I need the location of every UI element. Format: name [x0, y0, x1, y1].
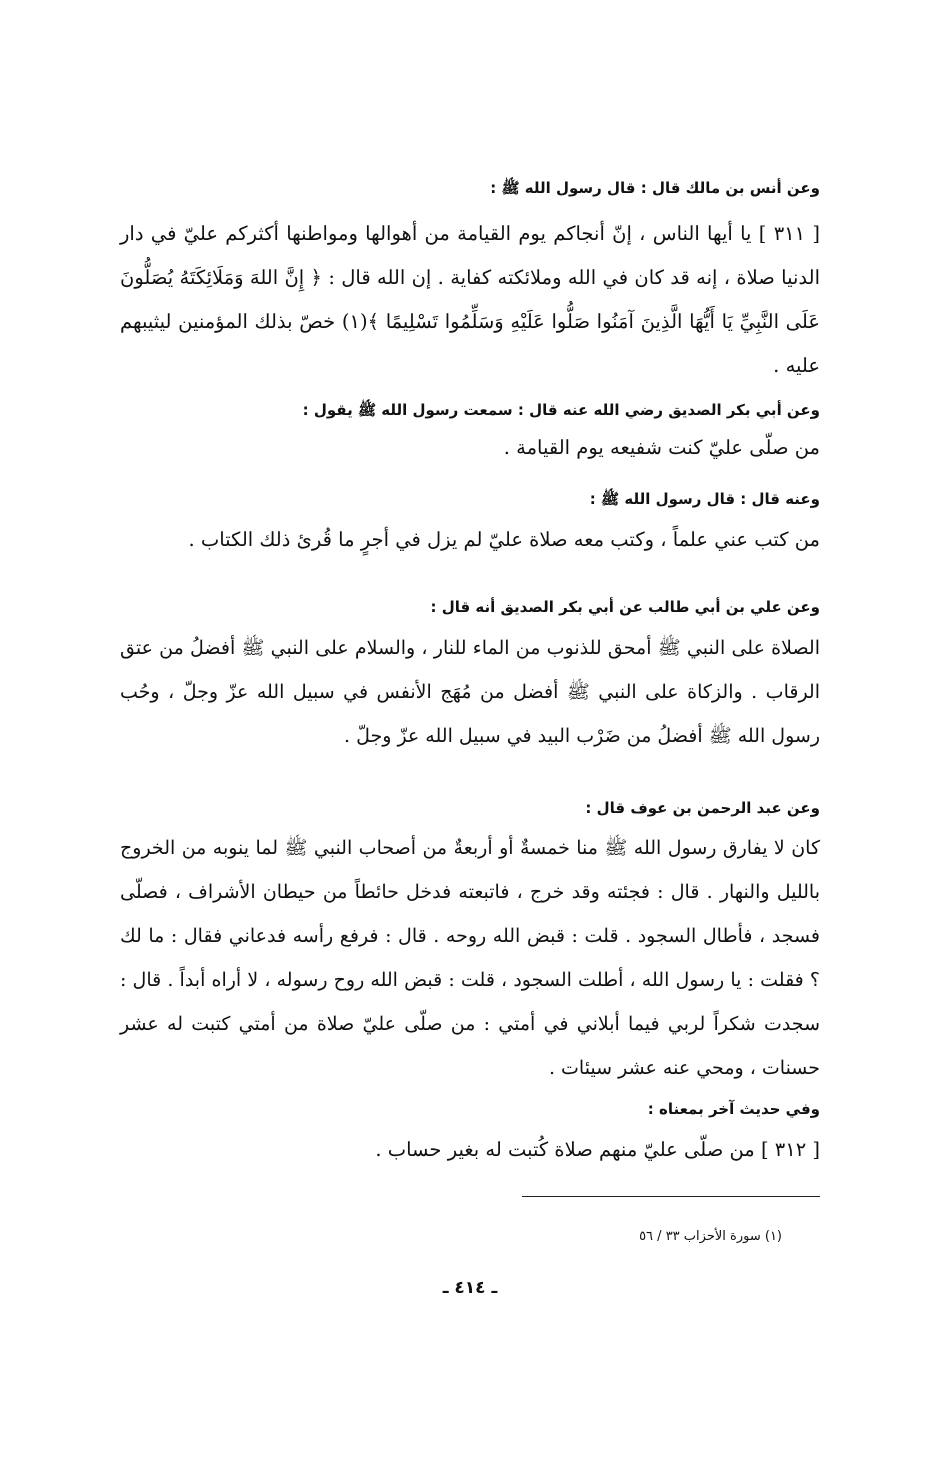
hadith-text-writing: من كتب عني علماً ، وكتب معه صلاة عليّ لم يزل في أجرٍ ما قُرئ ذلك الكتاب . — [188, 528, 820, 551]
narration-heading-anas: وعن أنس بن مالك قال : قال رسول الله ﷺ : — [490, 179, 820, 197]
narration-heading-writing: وعنه قال : قال رسول الله ﷺ : — [589, 490, 820, 508]
hadith-text-prostration: كان لا يفارق رسول الله ﷺ منا خمسةٌ أو أربعةٌ من أصحاب النبي ﷺ لما ينوبه من الخروج بالليل والنهار . قال : فجئته وقد خرج ، فاتبعته فدخل حائطاً من حيطان الأشراف ، فصلّى فسجد ، فأطال السجود . قلت : قبض الله روحه . قال : فرفع رأسه فدعاني فقال : ما لك ؟ فقلت : يا رسول الله ، أطلت السجود ، قلت : قبض الله روح رسوله ، لا أراه أبداً . قال : سجدت شكراً لربي فيما أبلاني في أمتي : من صلّى عليّ صلاة من أمتي كتبت له عشر حسنات ، ومحي عنه عشر سيئات . — [120, 837, 820, 1079]
hadith-text-virtues: الصلاة على النبي ﷺ أمحق للذنوب من الماء للنار ، والسلام على النبي ﷺ أفضلُ من عتق الرقاب . والزكاة على النبي ﷺ أفضل من مُهَج الأنفس في سبيل الله عزّ وجلّ ، وحُب رسول الله ﷺ أفضلُ من ضَرْب البيد في سبيل الله عزّ وجلّ . — [120, 637, 820, 747]
hadith-text-312: [ ٣١٢ ] من صلّى عليّ منهم صلاة كُتبت له بغير حساب . — [375, 1138, 820, 1161]
narration-heading-ali: وعن علي بن أبي طالب عن أبي بكر الصديق أنه قال : — [430, 598, 820, 616]
footnote-divider — [522, 1196, 820, 1197]
hadith-text-311: [ ٣١١ ] يا أيها الناس ، إنّ أنجاكم يوم القيامة من أهوالها ومواطنها أكثركم عليّ في دار الدنيا صلاة ، إنه قد كان في الله وملائكته كفاية . إن الله قال : ﴿ إِنَّ اللهَ وَمَلَائِكَتَهُ يُصَلُّونَ عَلَى النَّبِيِّ يَا أَيُّهَا الَّذِينَ آمَنُوا صَلُّوا عَلَيْهِ وَسَلِّمُوا تَسْلِيمًا ﴾(١) خصّ بذلك المؤمنين ليثيبهم عليه . — [120, 222, 821, 377]
book-page — [120, 0, 820, 1471]
page-number: ـ ٤١٤ ـ — [442, 1278, 498, 1298]
narration-heading-other: وفي حديث آخر بمعناه : — [647, 1100, 820, 1118]
hadith-text-intercession: من صلّى عليّ كنت شفيعه يوم القيامة . — [503, 436, 820, 459]
footnote: (١) سورة الأحزاب ٣٣ / ٥٦ — [639, 1229, 782, 1244]
narration-heading-abu-bakr: وعن أبي بكر الصديق رضي الله عنه قال : سمعت رسول الله ﷺ يقول : — [302, 401, 820, 419]
narration-heading-abdulrahman: وعن عبد الرحمن بن عوف قال : — [585, 799, 820, 817]
